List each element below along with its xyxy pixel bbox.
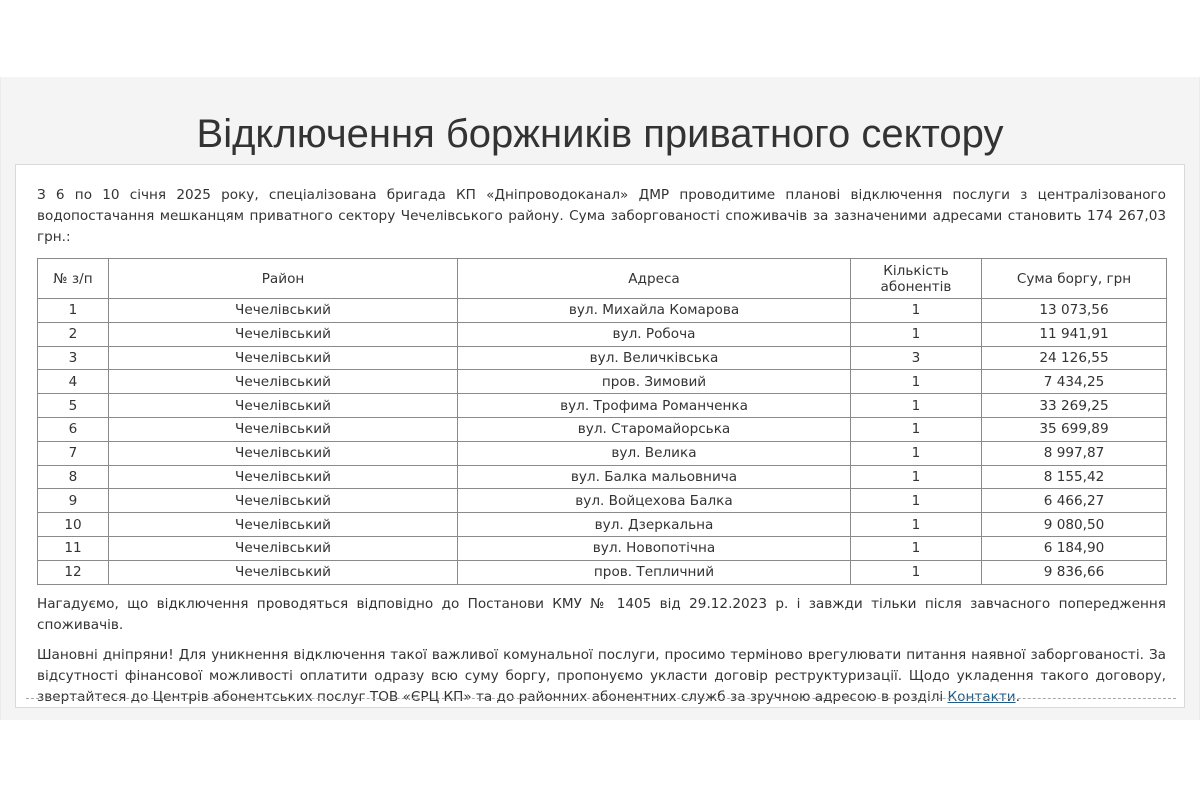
cell-debt: 9 836,66 <box>982 560 1167 584</box>
cell-address: вул. Велика <box>458 441 851 465</box>
cell-address: вул. Дзеркальна <box>458 513 851 537</box>
cell-address: вул. Балка мальовнича <box>458 465 851 489</box>
cell-debt: 33 269,25 <box>982 394 1167 418</box>
cell-subscribers: 1 <box>851 441 982 465</box>
cell-district: Чечелівський <box>109 417 458 441</box>
cell-number: 10 <box>38 513 109 537</box>
cell-subscribers: 1 <box>851 299 982 323</box>
col-header-district: Район <box>109 259 458 299</box>
cell-debt: 13 073,56 <box>982 299 1167 323</box>
cell-number: 1 <box>38 299 109 323</box>
cell-debt: 7 434,25 <box>982 370 1167 394</box>
cell-district: Чечелівський <box>109 394 458 418</box>
table-row <box>38 299 1167 323</box>
table-row <box>38 560 1167 584</box>
contacts-link[interactable]: Контакти <box>947 688 1016 705</box>
cell-address: вул. Михайла Комарова <box>458 299 851 323</box>
cell-number: 6 <box>38 417 109 441</box>
cell-address: вул. Войцехова Балка <box>458 489 851 513</box>
cell-debt: 11 941,91 <box>982 322 1167 346</box>
page-title: Відключення боржників приватного сектору <box>196 112 1004 156</box>
cell-district: Чечелівський <box>109 560 458 584</box>
cell-number: 11 <box>38 536 109 560</box>
cell-address: вул. Трофима Романченка <box>458 394 851 418</box>
table-row <box>38 394 1167 418</box>
table-row <box>38 417 1167 441</box>
cell-number: 12 <box>38 560 109 584</box>
cell-debt: 6 466,27 <box>982 489 1167 513</box>
intro-paragraph: З 6 по 10 січня 2025 року, спеціалізована бригада КП «Дніпроводоканал» ДМР проводитиме планові відключення послуги з централізованого водопостачання мешканцям приватного сектору Чечелівського району. Сума заборгованості споживачів за зазначеними адресами становить 174 267,03 грн.: <box>37 187 1166 245</box>
cell-debt: 24 126,55 <box>982 346 1167 370</box>
cell-district: Чечелівський <box>109 322 458 346</box>
table-row <box>38 322 1167 346</box>
article-body <box>37 185 1166 708</box>
cell-number: 9 <box>38 489 109 513</box>
table-row <box>38 489 1167 513</box>
table-header-row <box>38 259 1167 299</box>
cell-subscribers: 1 <box>851 465 982 489</box>
cell-subscribers: 1 <box>851 322 982 346</box>
cell-district: Чечелівський <box>109 513 458 537</box>
cell-number: 7 <box>38 441 109 465</box>
cell-district: Чечелівський <box>109 370 458 394</box>
cell-subscribers: 1 <box>851 489 982 513</box>
cell-number: 2 <box>38 322 109 346</box>
cell-subscribers: 1 <box>851 536 982 560</box>
cell-number: 8 <box>38 465 109 489</box>
appeal-text: Шановні дніпряни! Для уникнення відключення такої важливої комунальної послуги, просимо терміново врегулювати питання наявної заборгованості. За відсутності фінансової можливості оплатити одразу всю суму боргу, пропонуємо укласти договір реструктуризації. Щодо укладення такого договору, звертайтеся до Центрів абонентських послуг ТОВ «ЄРЦ КП» та до районних абонентних служб за зручною адресою в розділі <box>37 646 1166 705</box>
cell-debt: 8 155,42 <box>982 465 1167 489</box>
cell-district: Чечелівський <box>109 441 458 465</box>
cell-subscribers: 1 <box>851 394 982 418</box>
cell-address: вул. Величківська <box>458 346 851 370</box>
col-header-subscribers: Кількість абонентів <box>851 259 982 299</box>
table-row <box>38 370 1167 394</box>
cell-district: Чечелівський <box>109 489 458 513</box>
legal-notice-paragraph: Нагадуємо, що відключення проводяться відповідно до Постанови КМУ № 1405 від 29.12.2023 р. і завжди тільки після завчасного попередження споживачів. <box>37 595 1166 633</box>
cell-district: Чечелівський <box>109 346 458 370</box>
cell-district: Чечелівський <box>109 536 458 560</box>
cell-subscribers: 1 <box>851 370 982 394</box>
cell-number: 4 <box>38 370 109 394</box>
article-card <box>15 164 1185 708</box>
cell-debt: 8 997,87 <box>982 441 1167 465</box>
debtors-table <box>37 258 1167 585</box>
col-header-debt: Сума боргу, грн <box>982 259 1167 299</box>
table-row <box>38 441 1167 465</box>
appeal-end: . <box>1015 688 1020 705</box>
cell-subscribers: 1 <box>851 513 982 537</box>
content-divider <box>26 698 1176 699</box>
cell-address: пров. Зимовий <box>458 370 851 394</box>
cell-address: пров. Тепличний <box>458 560 851 584</box>
cell-subscribers: 3 <box>851 346 982 370</box>
cell-district: Чечелівський <box>109 465 458 489</box>
table-row <box>38 346 1167 370</box>
cell-subscribers: 1 <box>851 417 982 441</box>
col-header-address: Адреса <box>458 259 851 299</box>
table-row <box>38 513 1167 537</box>
table-row <box>38 536 1167 560</box>
cell-address: вул. Старомайорська <box>458 417 851 441</box>
cell-number: 5 <box>38 394 109 418</box>
cell-debt: 35 699,89 <box>982 417 1167 441</box>
table-row <box>38 465 1167 489</box>
cell-subscribers: 1 <box>851 560 982 584</box>
cell-address: вул. Робоча <box>458 322 851 346</box>
cell-number: 3 <box>38 346 109 370</box>
cell-debt: 9 080,50 <box>982 513 1167 537</box>
col-header-number: № з/п <box>38 259 109 299</box>
cell-district: Чечелівський <box>109 299 458 323</box>
cell-debt: 6 184,90 <box>982 536 1167 560</box>
cell-address: вул. Новопотічна <box>458 536 851 560</box>
